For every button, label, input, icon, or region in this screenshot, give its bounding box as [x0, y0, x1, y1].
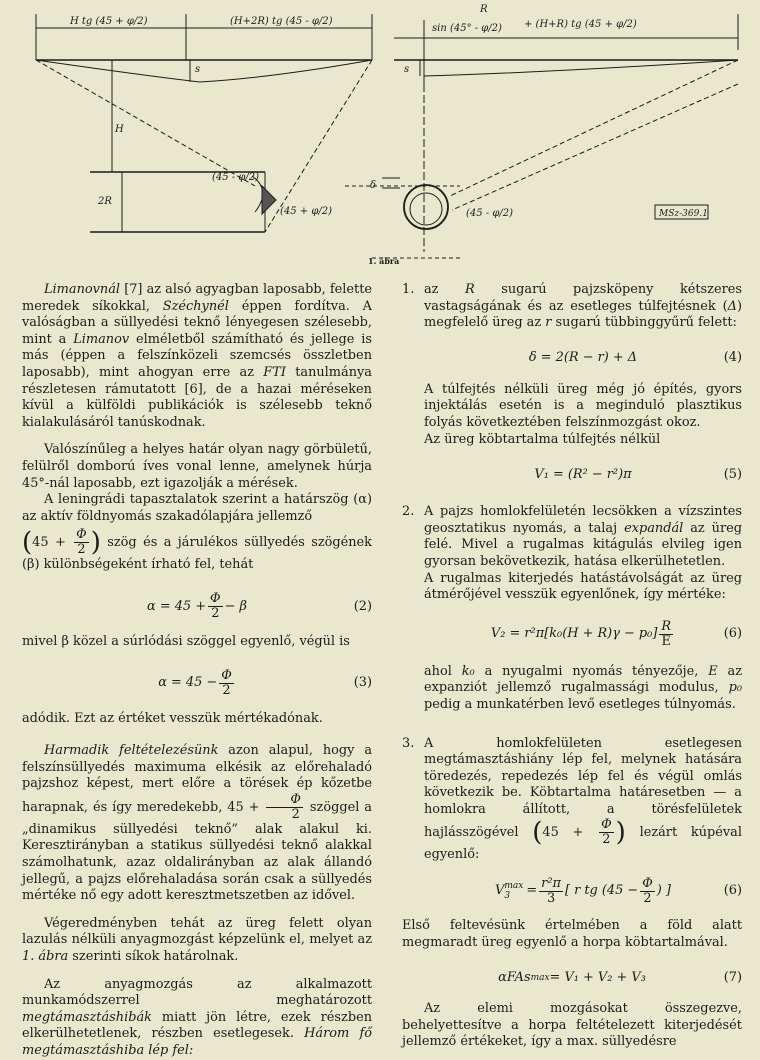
text-run: szerinti síkok határolnak. [68, 949, 239, 965]
paragraph: (45 + $\frac{\Phi}{2}$ ) szög és a járulékos süllyedés szögének (β) különbségeként írható fel, tehát [22, 527, 372, 573]
eq-body: [ r tg (45 − [564, 882, 639, 898]
paragraph [424, 282, 742, 332]
text-run: Az anyagmozgás az alkalmazott munkamódszerrel meghatározott [22, 976, 372, 1009]
paragraph: Első feltevésünk értelmében a föld alatt megmaradt üreg egyenlő a horpa köbtartalmával. [402, 918, 742, 950]
equation-6 [424, 616, 742, 654]
text-run: elméletből számítható és jellege is más (éppen a felszínközeli szemcsés összletben laposabb), mint ahogyan erre az [22, 331, 372, 380]
paragraph: A homlokfelületen esetlegesen megtámasztáshiány lép fel, melynek hatására töredezés, repedezés lép fel és végül omlás következik be. Köbtartalma határesetben — a homlokra állított, a törésfelületek hajlásszögével (45 + $\frac{\Phi}{2}$ ) lezárt kúpéval egyenlő: [424, 735, 742, 863]
equation-number: (5) [723, 466, 742, 482]
list-item-2 [402, 504, 742, 713]
text-run: sugarú tübbinggyűrű felett: [551, 315, 737, 331]
paragraph [22, 977, 372, 1060]
equation-2 [22, 588, 372, 626]
paragraph: Valószínűleg a helyes határ olyan nagy görbületű, felülről domború íves vonal lenne, amelynek húrja 45°-nál laposabb, ezt igazolják a mérések. [22, 442, 372, 491]
symbol: p₀ [728, 680, 742, 696]
figure-caption: 1. ábra [368, 256, 400, 266]
equation-number: (3) [353, 675, 372, 691]
text-run: szög és a járulékos süllyedés szögének (β) különbségeként írható fel, tehát [22, 535, 372, 573]
emphasis: Harmadik feltételezésünk [44, 743, 219, 759]
text-run: ahol [424, 663, 462, 679]
equation-number: (6) [723, 626, 742, 642]
left-subsidence-curve [36, 60, 372, 82]
text-run: [7] az alsó agyagban laposabb, felette meredek síkokkal, [22, 282, 372, 314]
eq-num: Φ [210, 591, 221, 607]
text-run: lezárt kúpéval egyenlő: [424, 825, 742, 863]
eq-den: 3 [546, 890, 556, 906]
equation-number: (7) [723, 969, 742, 985]
paragraph [22, 916, 372, 966]
list-number: 1. [402, 282, 415, 297]
text-run: szöggel a „dinamikus süllyedési teknő” alak alakul ki. Keresztirányban a statikus süllyedési teknő alakkal számolhatunk, azaz oldalirányban az alak állandó jellegű, a pajzs előrehaladása során csak a süllyedés mértéke nő egy adott keresztmetszetben az idővel. [22, 799, 372, 904]
stamp-text: MSz-369.1 [659, 209, 708, 219]
label-left-H: H [115, 124, 124, 135]
label-left-top-b: (H+2R) tg (45 - φ/2) [230, 16, 333, 27]
eq-num: Φ [642, 875, 653, 891]
eq-lhs: α = 45 + [147, 598, 207, 614]
label-left-angle-a: (45 - φ/2) [212, 172, 259, 183]
paragraph [424, 504, 742, 570]
paragraph [424, 664, 742, 714]
symbol: E [708, 663, 718, 679]
symbol: k₀ [461, 663, 475, 679]
text-run: az expanziót jellemző rugalmassági modulus, [424, 663, 743, 696]
eq-sub: 3 [504, 891, 511, 902]
equation-5 [424, 460, 742, 490]
author-ref: Széchynél [162, 298, 229, 314]
eq-sup: max [504, 881, 524, 892]
label-left-s: s [195, 64, 201, 75]
eq-rhs: − β [224, 598, 247, 614]
eq-sign: = [526, 882, 538, 898]
text-run: az üreg felé. Mivel a rugalmas kitágulás elvileg igen gyorsan bekövetkezik, hatása elkerülhetetlen. [424, 520, 742, 569]
text-run: sugarú pajzsköpeny kétszeres vastagságának és az esetleges túlfejtésnek ( [424, 282, 742, 314]
emphasis: expandál [624, 520, 684, 536]
eq-close: ) ] [656, 882, 671, 898]
equation-6b [424, 872, 742, 910]
eq-lhs: αFAs [498, 969, 531, 985]
label-right-s: s [404, 64, 410, 75]
right-slip-line [450, 60, 738, 196]
text-run: pedig a munkatérben levő esetleges túlnyomás. [424, 696, 736, 712]
equation-number: (6) [723, 882, 742, 898]
right-subsidence-curve [424, 60, 738, 76]
paragraph: A leningrádi tapasztalatok szerint a határszög (α) az aktív földnyomás szakadólapjára jellemző [22, 492, 372, 524]
equation-7 [402, 963, 742, 993]
text-run: ) megfelelő üreg az [424, 298, 742, 331]
list-number: 3. [402, 735, 415, 751]
author-ref: Limanov [73, 331, 130, 347]
eq-body: δ = 2(R − r) + Δ [528, 350, 638, 366]
equation-number: (4) [723, 350, 742, 366]
list-item-1 [402, 282, 742, 490]
eq-num: R [661, 619, 672, 635]
eq-den: E [661, 634, 671, 650]
eq-lhs: α = 45 − [158, 675, 218, 691]
label-left-angle-b: (45 + φ/2) [280, 206, 332, 217]
text-run: az [424, 282, 465, 297]
paragraph [22, 282, 372, 431]
symbol: Δ [727, 298, 737, 314]
eq-sub: max [530, 972, 550, 983]
figure-ref: 1. ábra [22, 949, 69, 965]
paragraph: adódik. Ezt az értéket vesszük mértékadónak. [22, 710, 323, 726]
eq-den: 2 [211, 606, 220, 622]
right-column [402, 282, 742, 1051]
text-run: A homlokfelületen esetlegesen megtámasztáshiány lép fel, melynek hatására töredezés, repedezés lép fel és végül omlás következik be. Köbtartalma határesetben — a homlokra állított, a törésfelületek hajlásszögével [424, 735, 742, 841]
paragraph: mivel β közel a súrlódási szöggel egyenlő, végül is [22, 633, 350, 649]
text-run: azon alapul, hogy a felszínsüllyedés maximuma elkésik az előrehaladó pajzshoz képest, mert előre a törések ép kőzetbe harapnak, és így meredekebb, 45 + [22, 743, 372, 815]
eq-den: 2 [643, 890, 652, 906]
label-right-top-den: sin (45° - φ/2) [432, 23, 502, 34]
left-wedge [262, 186, 276, 214]
text-run: tanulmánya részletesen rámutatott [6], de a hazai méréseken kívül a külföldi publikációk is szélesebb teknő kialakulásáról tanúskodnak. [22, 364, 372, 430]
label-right-angle: (45 - φ/2) [466, 208, 513, 219]
emphasis: Három fő megtámasztáshiba lép fel: [22, 1026, 372, 1058]
symbol: R [465, 282, 475, 297]
text-run: éppen fordítva. A valóságban a süllyedési teknő lényegesen szélesebb, mint a [22, 298, 372, 347]
paragraph: A rugalmas kiterjedés hatástávolságát az üreg átmérőjével vesszük egyenlőnek, így mértéke: [424, 570, 742, 603]
eq-rhs: = V₁ + V₂ + V₃ [549, 969, 646, 985]
label-left-2R: 2R [98, 196, 112, 207]
list-item-3 [402, 736, 742, 911]
eq-body: V₁ = (R² − r²)π [534, 466, 632, 482]
eq-num: r²π [541, 875, 561, 891]
paragraph: Az elemi mozgásokat összegezve, behelyettesítve a horpa feltételezett kiterjedését jellemző értékeket, így a max. süllyedésre [402, 1001, 742, 1050]
list-number: 2. [402, 504, 415, 520]
text-run: miatt jön létre, ezek részben elkerülhetetlenek, részben esetlegesek. [22, 1009, 372, 1042]
right-tunnel-inner [410, 193, 442, 225]
eq-den: 2 [222, 683, 231, 698]
text-run: a nyugalmi nyomás tényezője, [474, 663, 709, 679]
text-run: A pajzs homlokfelületén lecsökken a vízszintes geosztatikus nyomás, a talaj [424, 504, 742, 536]
left-slip-line [36, 60, 255, 186]
label-right-delta: δ [370, 180, 377, 191]
author-ref: Limanovnál [44, 282, 121, 297]
institution-ref: FTI [263, 364, 286, 380]
right-slip-line [452, 84, 738, 210]
left-column [22, 282, 372, 1060]
eq-num: Φ [221, 668, 232, 683]
label-right-top-num: R [480, 4, 488, 15]
equation-3 [22, 665, 372, 703]
text-run: Végeredményben tehát az üreg felett olyan lazulás nélküli anyagmozgást képzelünk el, melyet az [22, 915, 372, 948]
equation-4 [424, 344, 742, 374]
eq-lhs: V [495, 882, 505, 898]
eq-lhs: V₂ = r²π[k₀(H + R)γ − p₀] [490, 626, 658, 642]
paragraph: Az üreg köbtartalma túlfejtés nélkül [424, 431, 661, 447]
label-right-top-b: + (H+R) tg (45 + φ/2) [524, 19, 637, 30]
figure-1 [0, 0, 760, 272]
symbol: r [545, 315, 552, 331]
label-left-top-a: H tg (45 + φ/2) [70, 16, 148, 27]
paragraph: Harmadik feltételezésünk azon alapul, hogy a felszínsüllyedés maximuma elkésik az előrehaladó pajzshoz képest, mert előre a törések ép kőzetbe harapnak, és így meredekebb, 45 + $\frac{\Phi}{2}$ szöggel a „dinamikus süllyedési teknő” alak alakul ki. Keresztirányban a statikus süllyedési teknő alakkal számolhatunk, azaz oldalirányban az alak állandó jellegű, a pajzs előrehaladása során csak a süllyedés mértéke nő egy adott keresztmetszetben az idővel. [22, 743, 372, 904]
paragraph: A túlfejtés nélküli üreg még jó építés, gyors injektálás esetén is a meginduló plasztikus folyás következtében felszínmozgást okoz. [424, 381, 742, 430]
emphasis: megtámasztáshibák [22, 1009, 152, 1025]
equation-number: (2) [353, 598, 372, 614]
